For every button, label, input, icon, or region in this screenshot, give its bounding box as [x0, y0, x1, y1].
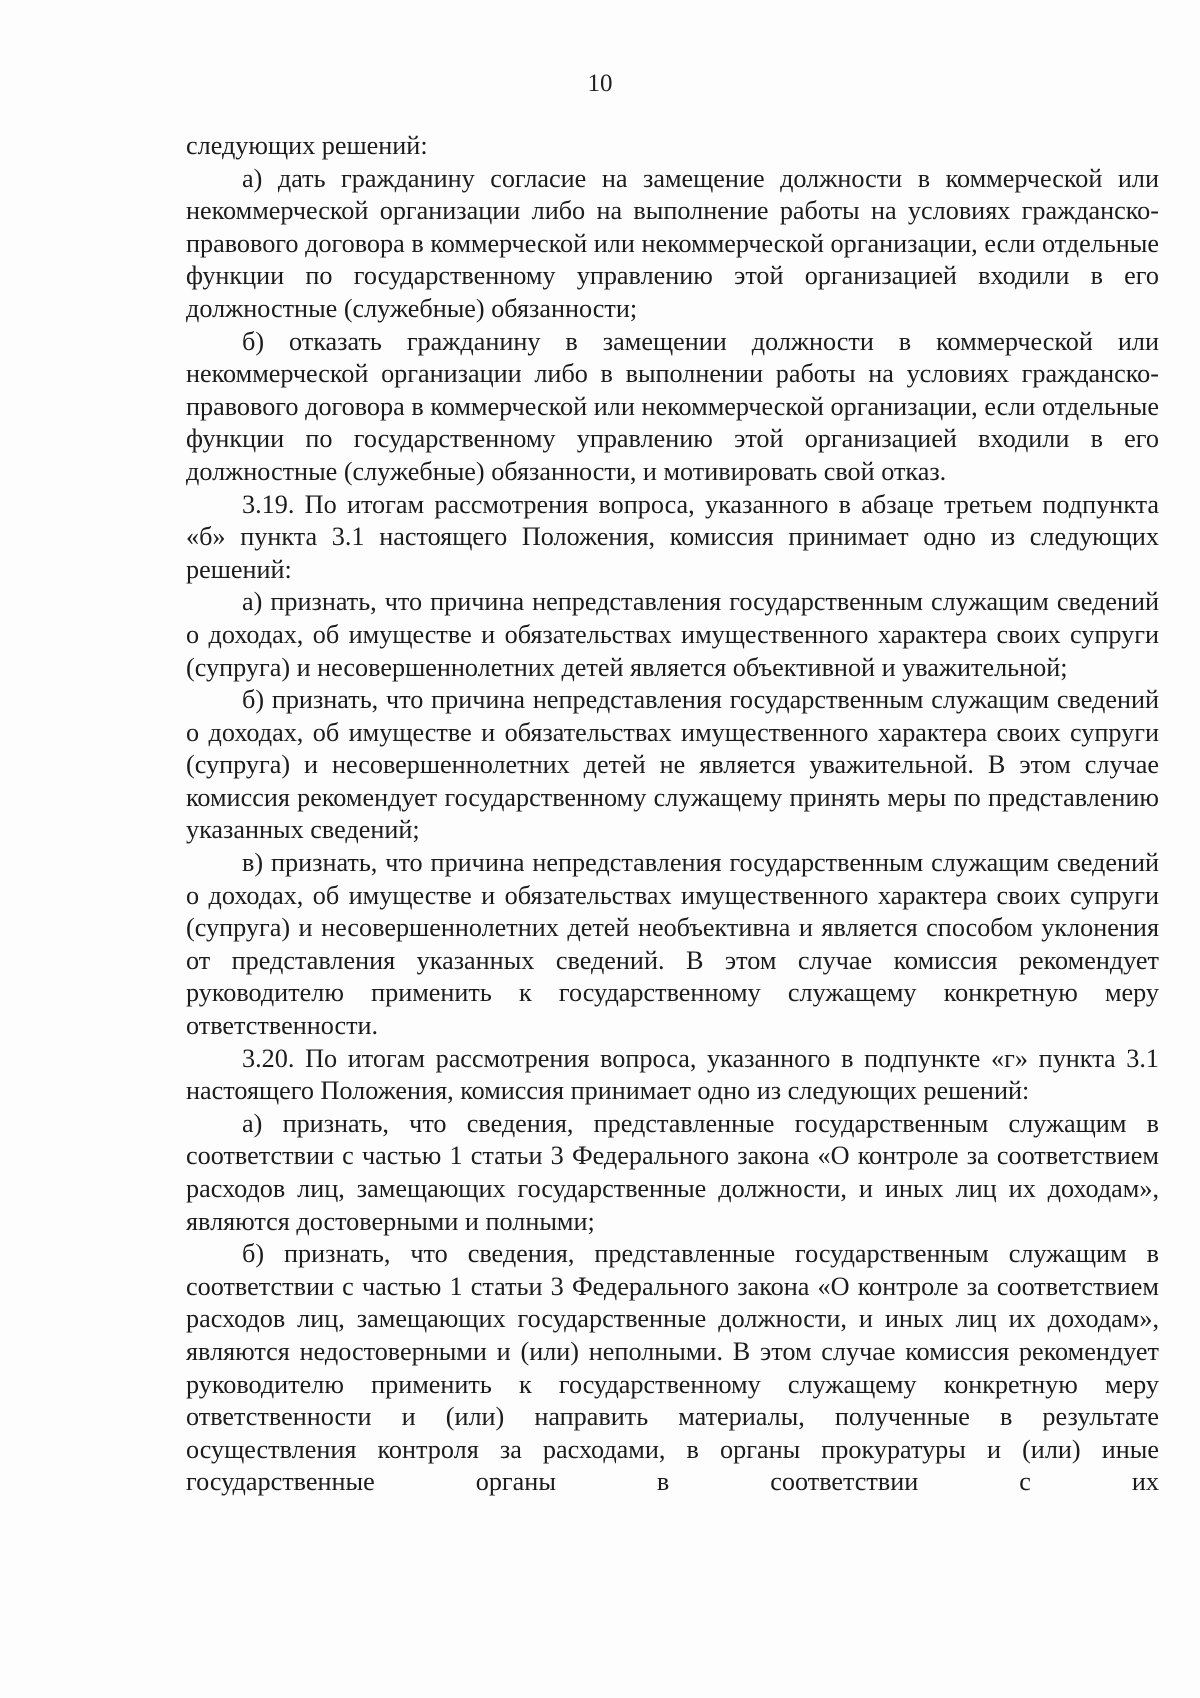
paragraph-3-20-item-a: а) признать, что сведения, представленные государственным служащим в соответствии с частью 1 статьи 3 Федерального закона «О контроле за соответствием расходов лиц, замещающих государственные должности, и иных лиц их доходам», являются достоверными и полными; [186, 1108, 1159, 1236]
page-number: 10 [587, 70, 613, 97]
paragraph-3-19-item-v: в) признать, что причина непредставления государственным служащим сведений о доходах, об имуществе и обязательствах имущественного характера своих супруги (супруга) и несовершеннолетних детей необъективна и является способом уклонения от представления указанных сведений. В этом случае комиссия рекомендует руководителю применить к государственному служащему конкретную меру ответственности. [186, 848, 1159, 1041]
paragraph-item-a-consent: а) дать гражданину согласие на замещение должности в коммерческой или некоммерческой организации либо на выполнение работы на условиях гражданско-правового договора в коммерческой или некоммерческой организации, если отдельные функции по государственному управлению этой организацией входили в его должностные (служебные) обязанности; [186, 163, 1159, 323]
paragraph-3-19-item-b: б) признать, что причина непредставления государственным служащим сведений о доходах, об имуществе и обязательствах имущественного характера своих супруги (супруга) и несовершеннолетних детей не является уважительной. В этом случае комиссия рекомендует государственному служащему принять меры по представлению указанных сведений; [186, 685, 1159, 845]
paragraph-item-b-refusal: б) отказать гражданину в замещении должности в коммерческой или некоммерческой организации либо в выполнении работы на условиях гражданско-правового договора в коммерческой или некоммерческой организации, если отдельные функции по государственному управлению этой организацией входили в его должностные (служебные) обязанности, и мотивировать свой отказ. [186, 326, 1159, 486]
paragraph-3-20-item-b: б) признать, что сведения, представленные государственным служащим в соответствии с частью 1 статьи 3 Федерального закона «О контроле за соответствием расходов лиц, замещающих государственные должности, и иных лиц их доходам», являются недостоверными и (или) неполными. В этом случае комиссия рекомендует руководителю применить к государственному служащему конкретную меру ответственности и (или) направить материалы, полученные в результате осуществления контроля за расходами, в органы прокуратуры и (или) иные государственные органы в соответствии с их [186, 1239, 1159, 1497]
paragraph-clause-3-19: 3.19. По итогам рассмотрения вопроса, указанного в абзаце третьем подпункта «б» пункта 3.1 настоящего Положения, комиссия принимает одно из следующих решений: [186, 489, 1159, 584]
paragraph-3-19-item-a: а) признать, что причина непредставления государственным служащим сведений о доходах, об имуществе и обязательствах имущественного характера своих супруги (супруга) и несовершеннолетних детей является объективной и уважительной; [186, 587, 1159, 682]
paragraph-clause-3-20: 3.20. По итогам рассмотрения вопроса, указанного в подпункте «г» пункта 3.1 настоящего Положения, комиссия принимает одно из следующих решений: [186, 1043, 1159, 1106]
paragraph-intro-continuation: следующих решений: [186, 131, 428, 160]
document-body [186, 130, 1159, 1499]
